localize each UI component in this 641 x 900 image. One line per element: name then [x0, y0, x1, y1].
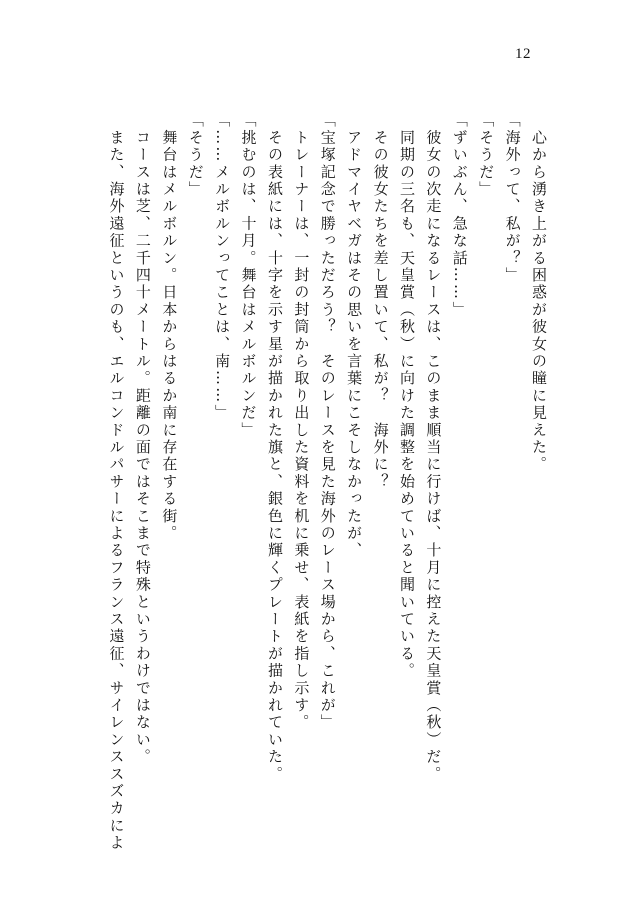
text-line: アドマイヤベガはその思いを言葉にこそしなかったが、	[345, 112, 364, 560]
text-line: 舞台はメルボルン。日本からはるか南に存在する街。	[160, 112, 179, 542]
text-line: 「ずいぶん、急な話……」	[450, 112, 469, 319]
page-number: 12	[515, 46, 531, 62]
text-line: 心から湧き上がる困惑が彼女の瞳に見えた。	[530, 112, 548, 474]
text-line: 「……メルボルンってことは、南……」	[213, 112, 232, 422]
text-line: 「そうだ」	[186, 112, 205, 198]
text-line: コースは芝、二千四十メートル。距離の面ではそこまで特殊というわけではない。	[133, 112, 152, 766]
vertical-text-body	[92, 112, 552, 872]
text-line: 彼女の次走になるレースは、このまま順当に行けば、十月に控えた天皇賞（秋）だ。	[424, 112, 443, 783]
text-line: その表紙には、十字を示す星が描かれた旗と、銀色に輝くプレートが描かれていた。	[265, 112, 284, 783]
text-line: 「そうだ」	[477, 112, 496, 198]
text-line: トレーナーは、一封の封筒から取り出した資料を机に乗せ、表紙を指し示す。	[292, 112, 311, 732]
text-line: 「海外って、私が？」	[503, 112, 522, 284]
text-line: また、海外遠征というのも、エルコンドルパサーによるフランス遠征、サイレンススズカによ	[107, 112, 126, 852]
text-line: 「宝塚記念で勝っただろう？ そのレースを見た海外のレース場から、これが」	[318, 112, 337, 732]
text-line: 同期の三名も、天皇賞（秋）に向けた調整を始めていると聞いている。	[397, 112, 416, 680]
text-line: 「挑むのは、十月。舞台はメルボルンだ」	[239, 112, 258, 439]
text-line: その彼女たちを差し置いて、私が？ 海外に？	[371, 112, 390, 491]
